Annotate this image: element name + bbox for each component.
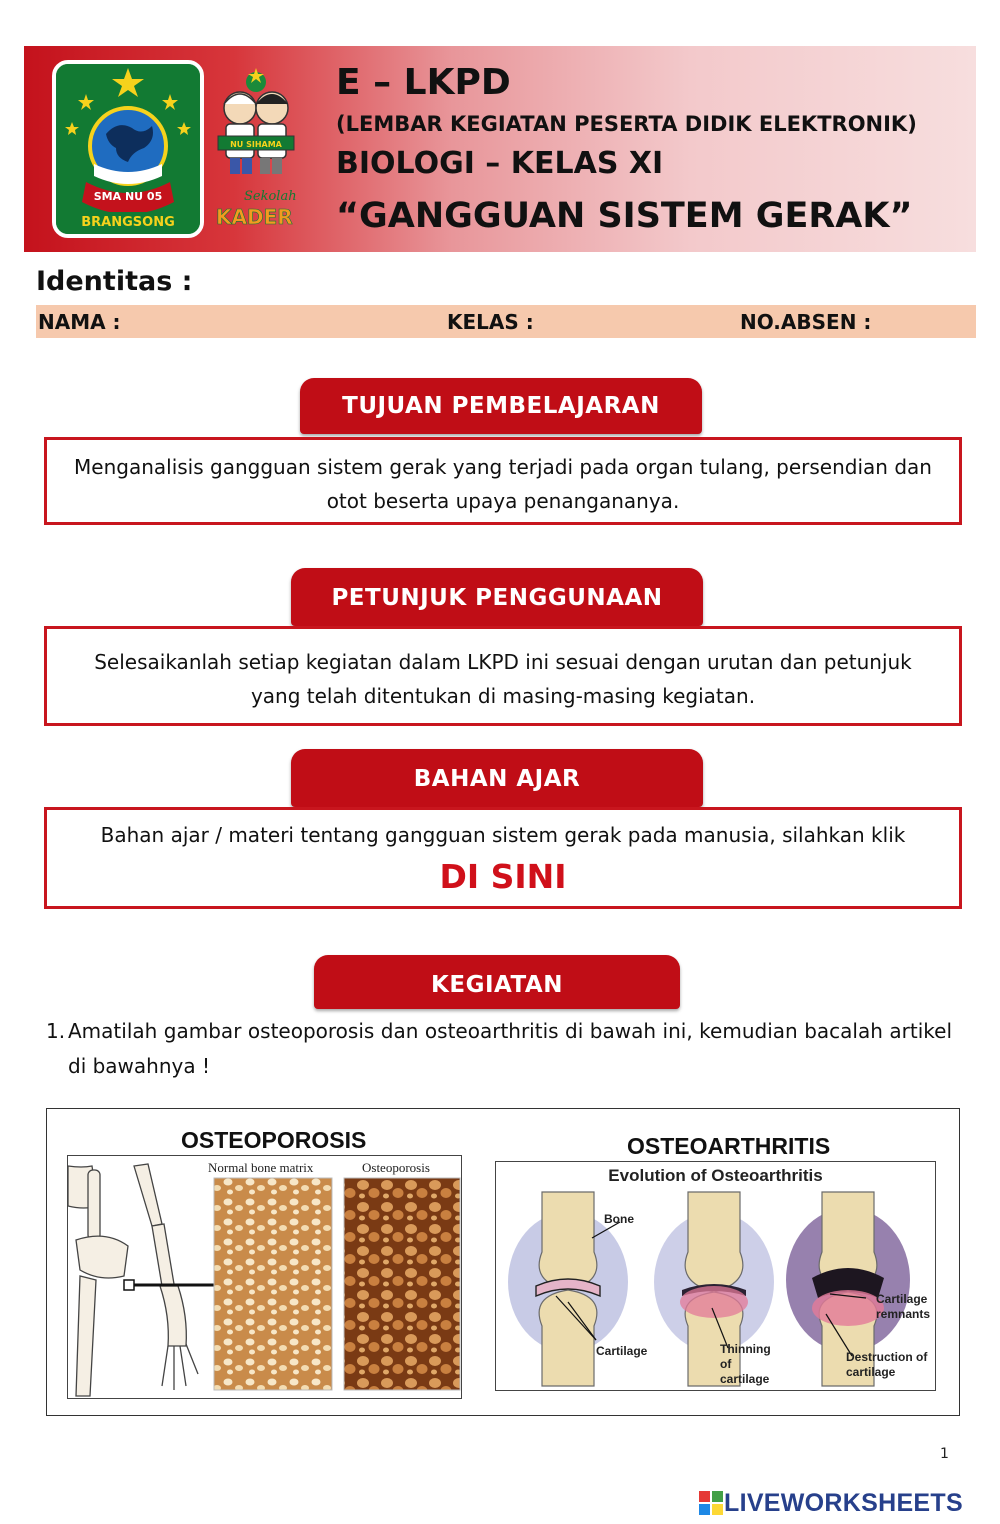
- tujuan-text: Menganalisis gangguan sistem gerak yang terjadi pada organ tulang, persendian dan otot beserta upaya penangananya.: [74, 455, 932, 513]
- di-sini-link[interactable]: DI SINI: [439, 857, 567, 896]
- label-remnants: Cartilage remnants: [876, 1292, 931, 1321]
- osteoarthritis-panel: [495, 1161, 936, 1391]
- osteoarthritis-title: OSTEOARTHRITIS: [627, 1133, 831, 1159]
- tujuan-box: [44, 437, 962, 525]
- osteoporosis-label: Osteoporosis: [362, 1160, 430, 1175]
- students-mascot-icon: [210, 64, 302, 236]
- identity-bar: [36, 305, 976, 338]
- evolution-title: Evolution of Osteoarthritis: [608, 1166, 823, 1185]
- liveworksheets-logo-icon: [698, 1490, 724, 1516]
- bone-figure: [46, 1108, 960, 1416]
- task-item: [46, 1014, 952, 1084]
- bahan-box: [44, 807, 962, 909]
- bone-matrix-illustration: [68, 1156, 462, 1399]
- topic-title: “GANGGUAN SISTEM GERAK”: [336, 196, 913, 236]
- school-logo: [52, 60, 204, 238]
- liveworksheets-text: LIVEWORKSHEETS: [724, 1488, 963, 1517]
- label-destruction: Destruction of cartilage: [846, 1350, 928, 1379]
- petunjuk-heading: PETUNJUK PENGGUNAAN: [291, 568, 703, 626]
- svg-text:BRANGSONG: BRANGSONG: [81, 215, 175, 230]
- label-cartilage: Cartilage: [596, 1344, 648, 1358]
- label-thinning: Thinning of cartilage: [720, 1342, 771, 1386]
- svg-text:SMA NU 05: SMA NU 05: [93, 190, 163, 203]
- lkpd-subtitle: (LEMBAR KEGIATAN PESERTA DIDIK ELEKTRONIK): [336, 112, 917, 136]
- task-number: 1.: [46, 1019, 66, 1043]
- petunjuk-box: [44, 626, 962, 726]
- bahan-heading: BAHAN AJAR: [291, 749, 703, 807]
- task-text: Amatilah gambar osteoporosis dan osteoarthritis di bawah ini, kemudian bacalah artikel di bawahnya !: [68, 1019, 952, 1078]
- nu-kader-logo: [210, 64, 302, 236]
- svg-text:KADER: KADER: [216, 205, 293, 229]
- subject-class: BIOLOGI – KELAS XI: [336, 146, 664, 181]
- osteoporosis-title: OSTEOPOROSIS: [181, 1127, 367, 1153]
- lkpd-title: E – LKPD: [336, 62, 511, 103]
- school-emblem-icon: [56, 64, 200, 234]
- nama-label: NAMA :: [38, 310, 121, 334]
- identitas-heading: Identitas :: [36, 266, 193, 297]
- liveworksheets-brand[interactable]: [698, 1488, 963, 1518]
- kegiatan-heading: KEGIATAN: [314, 955, 680, 1009]
- kelas-label: KELAS :: [447, 310, 534, 334]
- page-number: 1: [940, 1446, 949, 1462]
- petunjuk-text: Selesaikanlah setiap kegiatan dalam LKPD ini sesuai dengan urutan dan petunjuk yang telah ditentukan di masing-masing kegiatan.: [94, 650, 912, 708]
- label-bone: Bone: [604, 1212, 634, 1226]
- bahan-text: Bahan ajar / materi tentang gangguan sistem gerak pada manusia, silahkan klik: [100, 823, 906, 847]
- header-banner: [24, 46, 976, 252]
- absen-label: NO.ABSEN :: [740, 310, 872, 334]
- svg-text:Sekolah: Sekolah: [244, 189, 297, 204]
- svg-text:NU SIHAMA: NU SIHAMA: [230, 140, 282, 149]
- osteoporosis-panel: [67, 1155, 462, 1399]
- normal-bone-label: Normal bone matrix: [208, 1160, 314, 1175]
- tujuan-heading: TUJUAN PEMBELAJARAN: [300, 378, 702, 434]
